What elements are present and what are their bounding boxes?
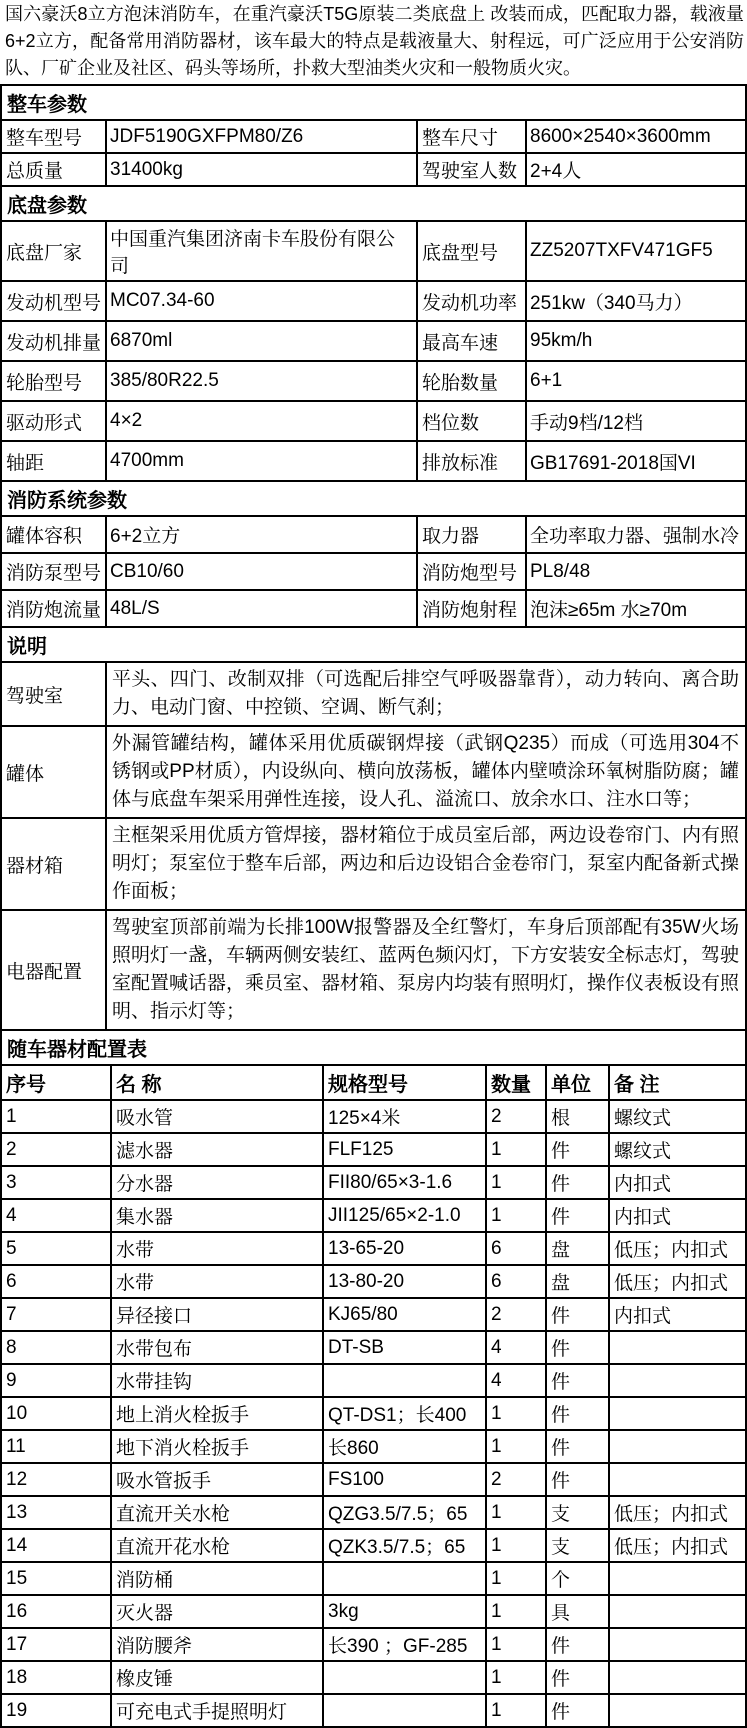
- table-row: [2, 1596, 747, 1629]
- spec-label-cell: 整车型号: [2, 121, 107, 154]
- table-row: [2, 322, 747, 362]
- equipment-unit-cell: 件: [547, 1134, 610, 1167]
- table-row: [2, 1563, 747, 1596]
- table-row: [2, 517, 747, 554]
- equipment-qty-cell: 1: [487, 1629, 547, 1662]
- table-row: [2, 362, 747, 402]
- spec-value-cell: 中国重汽集团济南卡车股份有限公司: [107, 222, 418, 282]
- spec-value-cell: 385/80R22.5: [107, 362, 418, 402]
- intro-paragraph: 国六豪沃8立方泡沫消防车，在重汽豪沃T5G原装二类底盘上 改装而成，匹配取力器，载液量6+2立方，配备常用消防器材，该车最大的特点是载液量大、射程远，可广泛应用于公安消防队、厂矿企业及社区、码头等场所，扑救大型油类火灾和一般物质火灾。: [5, 4, 744, 78]
- table-row: [2, 282, 747, 322]
- equipment-name-cell: 滤水器: [112, 1134, 324, 1167]
- equipment-remark-cell: [610, 1365, 747, 1398]
- equipment-remark-cell: [610, 1695, 747, 1728]
- spec-value-cell: JDF5190GXFPM80/Z6: [107, 121, 418, 154]
- equipment-seq-cell: 9: [2, 1365, 112, 1398]
- equipment-unit-cell: 件: [547, 1299, 610, 1332]
- equipment-seq-cell: 4: [2, 1200, 112, 1233]
- equipment-remark-cell: 低压；内扣式: [610, 1530, 747, 1563]
- table-row: [2, 121, 747, 154]
- spec-value-cell: 全功率取力器、强制水冷: [527, 517, 747, 554]
- spec-value-cell: 手动9档/12档: [527, 402, 747, 442]
- notes-text-cell: 驾驶室顶部前端为长排100W报警器及全红警灯，车身后顶部配有35W火场照明灯一盏，车辆两侧安装红、蓝两色频闪灯，下方安装安全标志灯，驾驶室配置喊话器，乘员室、器材箱、泵房内均装有照明灯，操作仪表板设有照明、指示灯等；: [107, 911, 747, 1031]
- equipment-model-cell: 125×4米: [324, 1101, 487, 1134]
- spec-value-cell: 6+1: [527, 362, 747, 402]
- table-row: [2, 222, 747, 282]
- equipment-name-cell: 异径接口: [112, 1299, 324, 1332]
- vehicle-params-table: [2, 121, 747, 187]
- fire-system-params-table: [2, 517, 747, 628]
- equipment-unit-cell: 件: [547, 1167, 610, 1200]
- equipment-model-cell: KJ65/80: [324, 1299, 487, 1332]
- equipment-model-cell: QT-DS1；长400: [324, 1398, 487, 1431]
- spec-label-cell: 底盘型号: [418, 222, 527, 282]
- equipment-model-cell: [324, 1695, 487, 1728]
- equipment-qty-cell: 1: [487, 1431, 547, 1464]
- equipment-remark-cell: 低压；内扣式: [610, 1497, 747, 1530]
- section-title-chassis-params: 底盘参数: [2, 187, 747, 222]
- equipment-name-cell: 地上消火栓扳手: [112, 1398, 324, 1431]
- equipment-name-cell: 水带包布: [112, 1332, 324, 1365]
- spec-label-cell: 轴距: [2, 442, 107, 482]
- equipment-unit-cell: 具: [547, 1596, 610, 1629]
- equipment-remark-cell: [610, 1596, 747, 1629]
- equipment-seq-cell: 2: [2, 1134, 112, 1167]
- spec-value-cell: 48L/S: [107, 591, 418, 628]
- equipment-unit-cell: 件: [547, 1365, 610, 1398]
- equipment-name-cell: 直流开关水枪: [112, 1497, 324, 1530]
- equipment-seq-cell: 13: [2, 1497, 112, 1530]
- equipment-qty-cell: 2: [487, 1299, 547, 1332]
- spec-label-cell: 发动机型号: [2, 282, 107, 322]
- table-row: [2, 1233, 747, 1266]
- equipment-remark-cell: 内扣式: [610, 1200, 747, 1233]
- section-title-fire-system-params: 消防系统参数: [2, 482, 747, 517]
- table-row: [2, 154, 747, 187]
- spec-label-cell: 底盘厂家: [2, 222, 107, 282]
- equipment-unit-cell: 件: [547, 1332, 610, 1365]
- equipment-model-cell: QZK3.5/7.5；65: [324, 1530, 487, 1563]
- spec-label-cell: 档位数: [418, 402, 527, 442]
- spec-label-cell: 驱动形式: [2, 402, 107, 442]
- equipment-header-row: [2, 1066, 747, 1101]
- equipment-model-cell: [324, 1662, 487, 1695]
- equipment-unit-cell: 件: [547, 1398, 610, 1431]
- equipment-model-cell: [324, 1365, 487, 1398]
- spec-label-cell: 最高车速: [418, 322, 527, 362]
- spec-value-cell: 251kw（340马力）: [527, 282, 747, 322]
- equipment-remark-cell: [610, 1332, 747, 1365]
- spec-label-cell: 罐体容积: [2, 517, 107, 554]
- equipment-name-cell: 地下消火栓扳手: [112, 1431, 324, 1464]
- spec-value-cell: 4700mm: [107, 442, 418, 482]
- equipment-model-cell: [324, 1563, 487, 1596]
- equipment-qty-cell: 1: [487, 1695, 547, 1728]
- equipment-unit-cell: 件: [547, 1464, 610, 1497]
- equipment-qty-cell: 1: [487, 1530, 547, 1563]
- table-row: [2, 1266, 747, 1299]
- equipment-model-cell: FLF125: [324, 1134, 487, 1167]
- spec-value-cell: 8600×2540×3600mm: [527, 121, 747, 154]
- table-row: [2, 1398, 747, 1431]
- notes-text-cell: 主框架采用优质方管焊接，器材箱位于成员室后部，两边设卷帘门、内有照明灯；泵室位于整车后部，两边和后边设铝合金卷帘门，泵室内配备新式操作面板；: [107, 819, 747, 911]
- equipment-qty-cell: 1: [487, 1662, 547, 1695]
- equipment-seq-cell: 11: [2, 1431, 112, 1464]
- spec-label-cell: 消防炮型号: [418, 554, 527, 591]
- spec-label-cell: 总质量: [2, 154, 107, 187]
- equipment-name-cell: 消防桶: [112, 1563, 324, 1596]
- spec-label-cell: 排放标准: [418, 442, 527, 482]
- equipment-model-cell: 13-65-20: [324, 1233, 487, 1266]
- spec-value-cell: 泡沫≥65m 水≥70m: [527, 591, 747, 628]
- equipment-name-cell: 灭火器: [112, 1596, 324, 1629]
- equipment-qty-cell: 1: [487, 1134, 547, 1167]
- equipment-remark-cell: 螺纹式: [610, 1101, 747, 1134]
- equipment-qty-cell: 4: [487, 1332, 547, 1365]
- spec-value-cell: ZZ5207TXFV471GF5: [527, 222, 747, 282]
- equipment-unit-cell: 盘: [547, 1233, 610, 1266]
- equipment-seq-cell: 3: [2, 1167, 112, 1200]
- spec-value-cell: 6870ml: [107, 322, 418, 362]
- equipment-table: [2, 1101, 747, 1728]
- table-row: [2, 1629, 747, 1662]
- spec-value-cell: GB17691-2018国VI: [527, 442, 747, 482]
- equipment-name-cell: 可充电式手提照明灯: [112, 1695, 324, 1728]
- equipment-header-model: 规格型号: [324, 1066, 487, 1101]
- equipment-model-cell: 长860: [324, 1431, 487, 1464]
- equipment-name-cell: 集水器: [112, 1200, 324, 1233]
- table-row: [2, 1662, 747, 1695]
- spec-label-cell: 消防炮流量: [2, 591, 107, 628]
- equipment-seq-cell: 18: [2, 1662, 112, 1695]
- table-row: [2, 1332, 747, 1365]
- equipment-name-cell: 水带: [112, 1233, 324, 1266]
- notes-table: [2, 663, 747, 1031]
- spec-value-cell: 4×2: [107, 402, 418, 442]
- table-row: [2, 1530, 747, 1563]
- spec-value-cell: 6+2立方: [107, 517, 418, 554]
- equipment-seq-cell: 15: [2, 1563, 112, 1596]
- table-row: [2, 911, 747, 1031]
- equipment-model-cell: FII80/65×3-1.6: [324, 1167, 487, 1200]
- table-row: [2, 1200, 747, 1233]
- table-row: [2, 554, 747, 591]
- equipment-remark-cell: 低压；内扣式: [610, 1233, 747, 1266]
- equipment-remark-cell: [610, 1464, 747, 1497]
- equipment-model-cell: DT-SB: [324, 1332, 487, 1365]
- equipment-seq-cell: 19: [2, 1695, 112, 1728]
- equipment-remark-cell: 内扣式: [610, 1299, 747, 1332]
- equipment-unit-cell: 根: [547, 1101, 610, 1134]
- equipment-model-cell: 3kg: [324, 1596, 487, 1629]
- equipment-qty-cell: 1: [487, 1497, 547, 1530]
- equipment-seq-cell: 8: [2, 1332, 112, 1365]
- spec-value-cell: 95km/h: [527, 322, 747, 362]
- equipment-qty-cell: 1: [487, 1398, 547, 1431]
- notes-label-cell: 罐体: [2, 727, 107, 819]
- spec-label-cell: 发动机功率: [418, 282, 527, 322]
- equipment-qty-cell: 4: [487, 1365, 547, 1398]
- equipment-model-cell: FS100: [324, 1464, 487, 1497]
- table-row: [2, 1101, 747, 1134]
- equipment-qty-cell: 1: [487, 1596, 547, 1629]
- table-row: [2, 1431, 747, 1464]
- spec-label-cell: 驾驶室人数: [418, 154, 527, 187]
- equipment-unit-cell: 支: [547, 1497, 610, 1530]
- spec-value-cell: MC07.34-60: [107, 282, 418, 322]
- equipment-seq-cell: 17: [2, 1629, 112, 1662]
- section-title-notes: 说明: [2, 628, 747, 663]
- equipment-seq-cell: 7: [2, 1299, 112, 1332]
- equipment-name-cell: 橡皮锤: [112, 1662, 324, 1695]
- table-row: [2, 1365, 747, 1398]
- spec-value-cell: 31400kg: [107, 154, 418, 187]
- spec-value-cell: PL8/48: [527, 554, 747, 591]
- table-row: [2, 402, 747, 442]
- equipment-unit-cell: 件: [547, 1695, 610, 1728]
- equipment-remark-cell: [610, 1629, 747, 1662]
- spec-label-cell: 消防炮射程: [418, 591, 527, 628]
- equipment-qty-cell: 6: [487, 1266, 547, 1299]
- equipment-unit-cell: 件: [547, 1662, 610, 1695]
- spec-label-cell: 整车尺寸: [418, 121, 527, 154]
- equipment-name-cell: 直流开花水枪: [112, 1530, 324, 1563]
- equipment-remark-cell: 螺纹式: [610, 1134, 747, 1167]
- table-row: [2, 1167, 747, 1200]
- table-row: [2, 663, 747, 727]
- equipment-unit-cell: 件: [547, 1200, 610, 1233]
- spec-label-cell: 取力器: [418, 517, 527, 554]
- equipment-name-cell: 吸水管: [112, 1101, 324, 1134]
- spec-label-cell: 发动机排量: [2, 322, 107, 362]
- equipment-name-cell: 分水器: [112, 1167, 324, 1200]
- equipment-model-cell: 长390 ；GF-285: [324, 1629, 487, 1662]
- spec-value-cell: CB10/60: [107, 554, 418, 591]
- equipment-seq-cell: 1: [2, 1101, 112, 1134]
- equipment-seq-cell: 14: [2, 1530, 112, 1563]
- equipment-name-cell: 吸水管扳手: [112, 1464, 324, 1497]
- notes-text-cell: 外漏管罐结构，罐体采用优质碳钢焊接（武钢Q235）而成（可选用304不锈钢或PP材质），内设纵向、横向放荡板，罐体内壁喷涂环氧树脂防腐；罐体与底盘车架采用弹性连接，设人孔、溢流口、放余水口、注水口等；: [107, 727, 747, 819]
- equipment-model-cell: 13-80-20: [324, 1266, 487, 1299]
- equipment-seq-cell: 5: [2, 1233, 112, 1266]
- spec-tables: [0, 84, 747, 1728]
- spec-label-cell: 消防泵型号: [2, 554, 107, 591]
- equipment-header-unit: 单位: [547, 1066, 610, 1101]
- equipment-unit-cell: 支: [547, 1530, 610, 1563]
- table-row: [2, 1464, 747, 1497]
- table-row: [2, 442, 747, 482]
- equipment-unit-cell: 件: [547, 1629, 610, 1662]
- equipment-header-remark: 备 注: [610, 1066, 747, 1101]
- equipment-name-cell: 水带: [112, 1266, 324, 1299]
- notes-label-cell: 驾驶室: [2, 663, 107, 727]
- spec-label-cell: 轮胎数量: [418, 362, 527, 402]
- equipment-seq-cell: 10: [2, 1398, 112, 1431]
- equipment-qty-cell: 1: [487, 1167, 547, 1200]
- equipment-seq-cell: 16: [2, 1596, 112, 1629]
- section-title-vehicle-params: 整车参数: [2, 86, 747, 121]
- section-title-equipment-list: 随车器材配置表: [2, 1031, 747, 1066]
- equipment-seq-cell: 12: [2, 1464, 112, 1497]
- equipment-header-seq: 序号: [2, 1066, 112, 1101]
- equipment-unit-cell: 件: [547, 1431, 610, 1464]
- equipment-name-cell: 消防腰斧: [112, 1629, 324, 1662]
- notes-label-cell: 器材箱: [2, 819, 107, 911]
- equipment-qty-cell: 1: [487, 1200, 547, 1233]
- notes-text-cell: 平头、四门、改制双排（可选配后排空气呼吸器靠背），动力转向、离合助力、电动门窗、中控锁、空调、断气刹；: [107, 663, 747, 727]
- table-row: [2, 1299, 747, 1332]
- table-row: [2, 1134, 747, 1167]
- table-row: [2, 1497, 747, 1530]
- equipment-qty-cell: 2: [487, 1101, 547, 1134]
- equipment-qty-cell: 6: [487, 1233, 547, 1266]
- equipment-remark-cell: 内扣式: [610, 1167, 747, 1200]
- table-row: [2, 727, 747, 819]
- table-row: [2, 819, 747, 911]
- equipment-unit-cell: 个: [547, 1563, 610, 1596]
- equipment-model-cell: JII125/65×2-1.0: [324, 1200, 487, 1233]
- equipment-name-cell: 水带挂钩: [112, 1365, 324, 1398]
- equipment-remark-cell: [610, 1431, 747, 1464]
- equipment-qty-cell: 1: [487, 1563, 547, 1596]
- chassis-params-table: [2, 222, 747, 482]
- equipment-remark-cell: 低压；内扣式: [610, 1266, 747, 1299]
- equipment-header-name: 名 称: [112, 1066, 324, 1101]
- spec-label-cell: 轮胎型号: [2, 362, 107, 402]
- spec-value-cell: 2+4人: [527, 154, 747, 187]
- equipment-remark-cell: [610, 1563, 747, 1596]
- table-row: [2, 591, 747, 628]
- table-row: [2, 1695, 747, 1728]
- equipment-remark-cell: [610, 1398, 747, 1431]
- equipment-header-qty: 数量: [487, 1066, 547, 1101]
- equipment-seq-cell: 6: [2, 1266, 112, 1299]
- equipment-model-cell: QZG3.5/7.5；65: [324, 1497, 487, 1530]
- equipment-remark-cell: [610, 1662, 747, 1695]
- notes-label-cell: 电器配置: [2, 911, 107, 1031]
- equipment-qty-cell: 2: [487, 1464, 547, 1497]
- equipment-unit-cell: 盘: [547, 1266, 610, 1299]
